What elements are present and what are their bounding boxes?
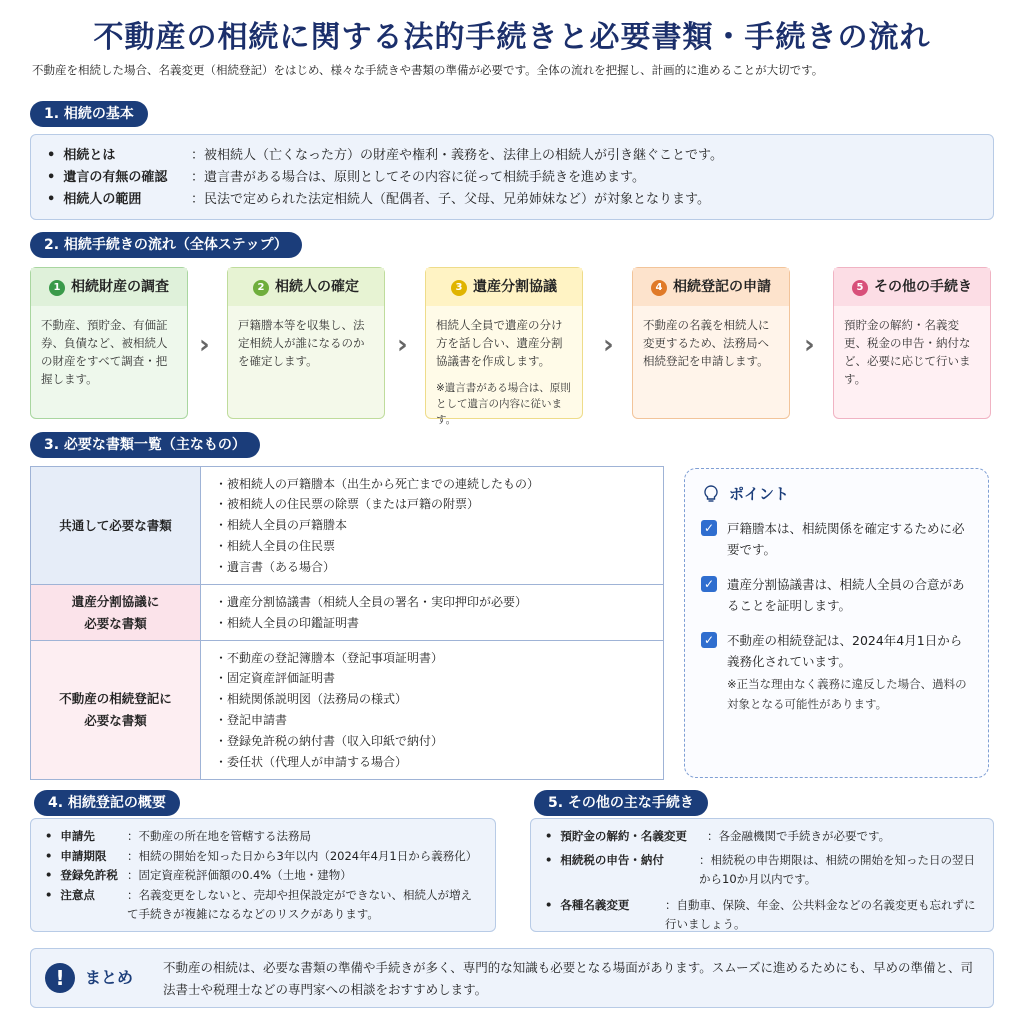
document-item: ・ 遺言書（ある場合）	[215, 557, 649, 578]
point-text: 不動産の相続登記は、2024年4月1日から義務化されています。	[727, 633, 963, 669]
point-text: 戸籍謄本は、相続関係を確定するために必要です。	[727, 521, 965, 557]
lightbulb-icon	[701, 484, 721, 504]
step-number-icon: 5	[852, 280, 868, 296]
document-item: ・ 不動産の登記簿謄本（登記事項証明書）	[215, 648, 649, 669]
section4-panel	[30, 818, 496, 932]
step-number-icon: 3	[451, 280, 467, 296]
document-item-list	[201, 467, 663, 584]
checkbox-icon: ✓	[701, 576, 717, 592]
section1-heading: 1. 相続の基本	[30, 101, 148, 127]
point-title	[701, 483, 972, 504]
point-list	[701, 518, 972, 714]
registration-desc: ：不動産の所在地を管轄する法務局	[127, 829, 311, 843]
step-description: 戸籍謄本等を収集し、法定相続人が誰になるのかを確定します。	[238, 318, 365, 368]
document-item: ・ 相続人全員の戸籍謄本	[215, 515, 649, 536]
point-item	[701, 630, 972, 714]
document-category	[31, 585, 201, 640]
document-item: ・ 登記申請書	[215, 710, 649, 731]
step-label: 相続登記の申請	[673, 279, 771, 295]
other-procedure-term: • 相続税の申告・納付	[545, 851, 699, 890]
basic-desc: ：民法で定められた法定相続人（配偶者、子、父母、兄弟姉妹など）が対象となります。	[191, 192, 710, 207]
step-card	[30, 267, 188, 419]
step-header	[228, 268, 384, 306]
document-category-label: 遺産分割協議に 必要な書類	[71, 593, 160, 631]
step-card	[632, 267, 790, 419]
step-card	[833, 267, 991, 419]
registration-desc: ：名義変更をしないと、売却や担保設定ができない、相続人が増えて手続きが複雑になるなどのリスクがあります。	[127, 887, 472, 921]
basic-row	[47, 145, 977, 167]
registration-desc: ：固定資産税評価額の0.4%（土地・建物）	[127, 868, 352, 882]
section5-panel	[530, 818, 994, 932]
document-group-row	[31, 641, 663, 779]
other-procedure-row	[545, 827, 979, 847]
registration-term: • 登録免許税	[45, 866, 127, 886]
point-title-text: ポイント	[729, 485, 790, 503]
other-procedure-desc: ：自動車、保険、年金、公共料金などの名義変更も忘れずに行いましょう。	[665, 897, 976, 931]
document-category-label: 不動産の相続登記に 必要な書類	[59, 691, 172, 728]
checkbox-icon: ✓	[701, 520, 717, 536]
step-label: 相続人の確定	[275, 279, 359, 295]
step-description: 不動産の名義を相続人に変更するため、法務局へ相続登記を申請します。	[643, 318, 770, 368]
registration-row	[45, 847, 481, 867]
other-procedure-row	[545, 851, 979, 890]
document-category	[31, 467, 201, 584]
step-number-icon: 4	[651, 280, 667, 296]
step-label: 遺産分割協議	[473, 279, 557, 295]
step-header	[633, 268, 789, 306]
document-item: ・ 固定資産評価証明書	[215, 668, 649, 689]
step-description: 相続人全員で遺産の分け方を話し合い、遺産分割協議書を作成します。	[436, 318, 563, 368]
point-content	[727, 518, 972, 560]
basic-term: • 相続とは	[47, 145, 191, 167]
point-item	[701, 574, 972, 616]
page-title: 不動産の相続に関する法的手続きと必要書類・手続きの流れ	[93, 20, 931, 55]
basic-term: • 遺言の有無の確認	[47, 167, 191, 189]
step-number-icon: 1	[49, 280, 65, 296]
chevron-right-icon: ›	[397, 330, 408, 360]
document-item: ・ 登録免許税の納付書（収入印紙で納付）	[215, 731, 649, 752]
other-procedure-desc: ：各金融機関で手続きが必要です。	[707, 829, 891, 843]
document-item-list	[201, 585, 663, 640]
registration-row	[45, 886, 481, 925]
step-header	[31, 268, 187, 306]
document-category	[31, 641, 201, 779]
registration-term: • 申請先	[45, 827, 127, 847]
basic-desc: ：被相続人（亡くなった方）の財産や権利・義務を、法律上の相続人が引き継ぐことです。	[191, 148, 723, 163]
section1-panel	[30, 134, 994, 220]
document-group-row	[31, 467, 663, 585]
point-box	[684, 468, 989, 778]
step-label: その他の手続き	[874, 279, 972, 295]
step-note: ※遺言書がある場合は、原則として遺言の内容に従います。	[436, 382, 571, 426]
summary-text: 不動産の相続は、必要な書類の準備や手続きが多く、専門的な知識も必要となる場面があります。スムーズに進めるためにも、早めの準備と、司法書士や税理士などの専門家への相談をおすすめします。	[163, 960, 974, 997]
basic-row	[47, 189, 977, 211]
basic-term: • 相続人の範囲	[47, 189, 191, 211]
document-group-row	[31, 585, 663, 641]
point-note: ※正当な理由なく義務に違反した場合、過料の対象となる可能性があります。	[727, 677, 967, 711]
intro-text: 不動産を相続した場合、名義変更（相続登記）をはじめ、様々な手続きや書類の準備が必要です。全体の流れを把握し、計画的に進めることが大切です。	[32, 63, 824, 77]
document-item: ・ 被相続人の戸籍謄本（出生から死亡までの連続したもの）	[215, 474, 649, 495]
checkbox-icon: ✓	[701, 632, 717, 648]
step-header	[426, 268, 582, 306]
summary-box	[30, 948, 994, 1008]
basic-desc: ：遺言書がある場合は、原則としてその内容に従って相続手続きを進めます。	[191, 170, 645, 185]
point-item	[701, 518, 972, 560]
document-item: ・ 委任状（代理人が申請する場合）	[215, 752, 649, 773]
document-category-label: 共通して必要な書類	[59, 517, 172, 533]
step-header	[834, 268, 990, 306]
document-item-list	[201, 641, 663, 779]
document-item: ・ 相続関係説明図（法務局の様式）	[215, 689, 649, 710]
chevron-right-icon: ›	[199, 330, 210, 360]
chevron-right-icon: ›	[603, 330, 614, 360]
section4-heading: 4. 相続登記の概要	[34, 790, 180, 816]
registration-desc: ：相続の開始を知った日から3年以内（2024年4月1日から義務化）	[127, 848, 478, 863]
other-procedure-row	[545, 896, 979, 935]
step-card	[227, 267, 385, 419]
document-item: ・ 相続人全員の住民票	[215, 536, 649, 557]
section3-heading: 3. 必要な書類一覧（主なもの）	[30, 432, 260, 458]
chevron-right-icon: ›	[804, 330, 815, 360]
other-procedure-desc: ：相続税の申告期限は、相続の開始を知った日の翌日から10か月以内です。	[699, 852, 975, 886]
point-content	[727, 574, 972, 616]
step-number-icon: 2	[253, 280, 269, 296]
section5-heading: 5. その他の主な手続き	[534, 790, 708, 816]
summary-label: まとめ	[85, 968, 134, 987]
document-item: ・ 被相続人の住民票の除票（または戸籍の附票）	[215, 494, 649, 515]
registration-term: • 申請期限	[45, 847, 127, 867]
step-description: 預貯金の解約・名義変更、税金の申告・納付など、必要に応じて行います。	[844, 318, 971, 386]
registration-term: • 注意点	[45, 886, 127, 925]
step-card	[425, 267, 583, 426]
other-procedure-term: • 預貯金の解約・名義変更	[545, 827, 707, 847]
documents-table	[30, 466, 664, 780]
basic-row	[47, 167, 977, 189]
other-procedure-term: • 各種名義変更	[545, 896, 665, 935]
step-label: 相続財産の調査	[71, 279, 169, 295]
section2-heading: 2. 相続手続きの流れ（全体ステップ）	[30, 232, 302, 258]
point-text: 遺産分割協議書は、相続人全員の合意があることを証明します。	[727, 577, 965, 613]
document-item: ・ 遺産分割協議書（相続人全員の署名・実印押印が必要）	[215, 592, 649, 613]
exclamation-icon: !	[45, 963, 75, 993]
point-content	[727, 630, 972, 714]
document-item: ・ 相続人全員の印鑑証明書	[215, 613, 649, 634]
registration-row	[45, 827, 481, 847]
registration-row	[45, 866, 481, 886]
step-description: 不動産、預貯金、有価証券、負債など、被相続人の財産をすべて調査・把握します。	[41, 318, 168, 386]
